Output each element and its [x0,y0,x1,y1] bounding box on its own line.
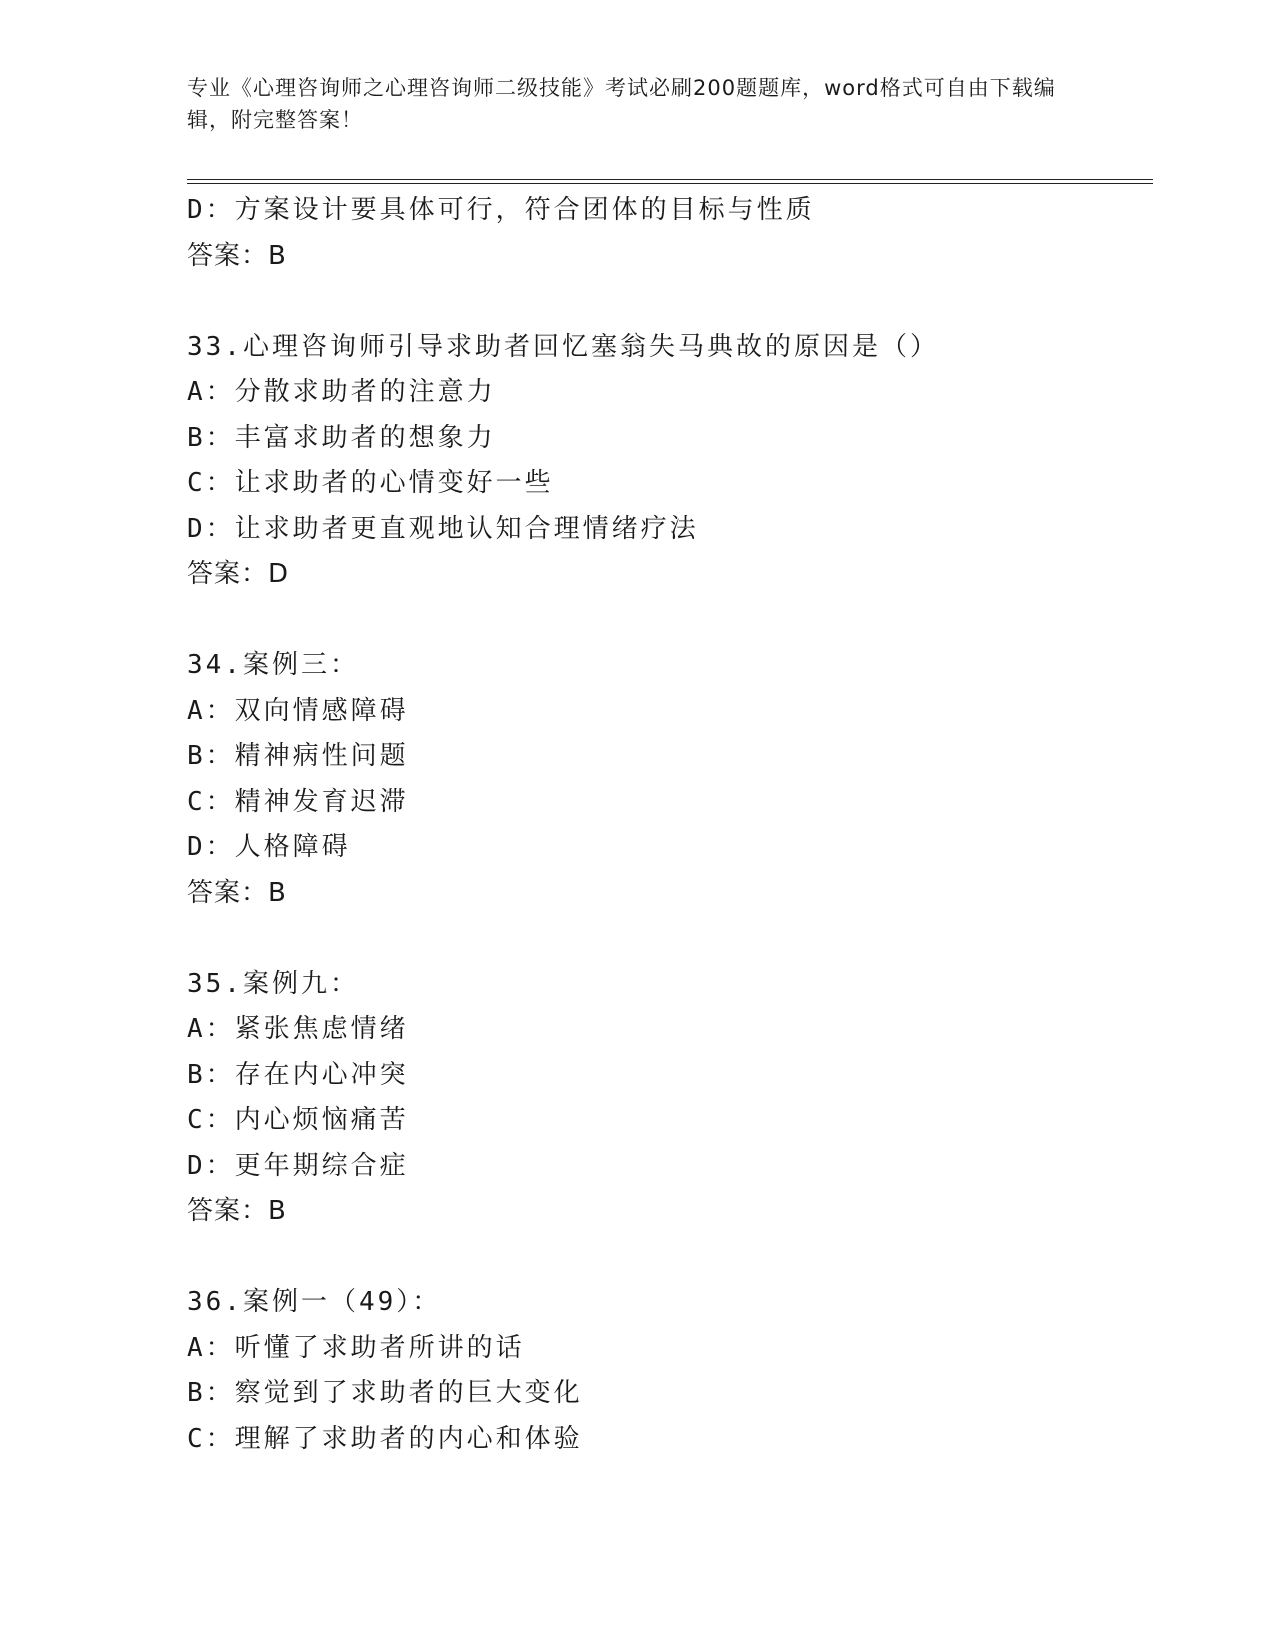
option-c: C：让求助者的心情变好一些 [187,468,554,498]
header-divider [187,179,1153,184]
answer-line: 答案：D [187,559,290,589]
option-a: A：分散求助者的注意力 [187,377,496,407]
option-b: B：察觉到了求助者的巨大变化 [187,1378,583,1408]
option-b: B：丰富求助者的想象力 [187,422,496,453]
option-a: A：双向情感障碍 [187,695,409,726]
option-b: B：精神病性问题 [187,741,409,771]
option-a: A：听懂了求助者所讲的话 [187,1332,525,1363]
option-a: A：紧张焦虑情绪 [187,1014,409,1044]
document-header: 专业《心理咨询师之心理咨询师二级技能》考试必刷200题题库，word格式可自由下载编辑，附完整答案！ [187,76,1056,132]
spacer [187,1235,1153,1281]
option-b: B：存在内心冲突 [187,1059,409,1090]
option-d: D：人格障碍 [187,832,351,862]
option-d: D：方案设计要具体可行，符合团体的目标与性质 [187,195,815,225]
option-c: C：内心烦恼痛苦 [187,1105,409,1135]
answer-line: 答案：B [187,240,287,271]
option-c: C：精神发育迟滞 [187,786,409,817]
option-d: D：更年期综合症 [187,1150,409,1181]
option-d: D：让求助者更直观地认知合理情绪疗法 [187,513,699,544]
question-stem: 34.案例三： [187,650,359,680]
question-list [187,188,1153,1462]
spacer [187,279,1153,325]
question-stem: 35.案例九： [187,968,359,999]
answer-line: 答案：B [187,877,287,908]
question-stem: 36.案例一（49）： [187,1287,442,1317]
question-stem: 33.心理咨询师引导求助者回忆塞翁失马典故的原因是（） [187,331,939,362]
option-c: C：理解了求助者的内心和体验 [187,1423,583,1454]
answer-line: 答案：B [187,1196,287,1226]
spacer [187,598,1153,644]
spacer [187,916,1153,962]
